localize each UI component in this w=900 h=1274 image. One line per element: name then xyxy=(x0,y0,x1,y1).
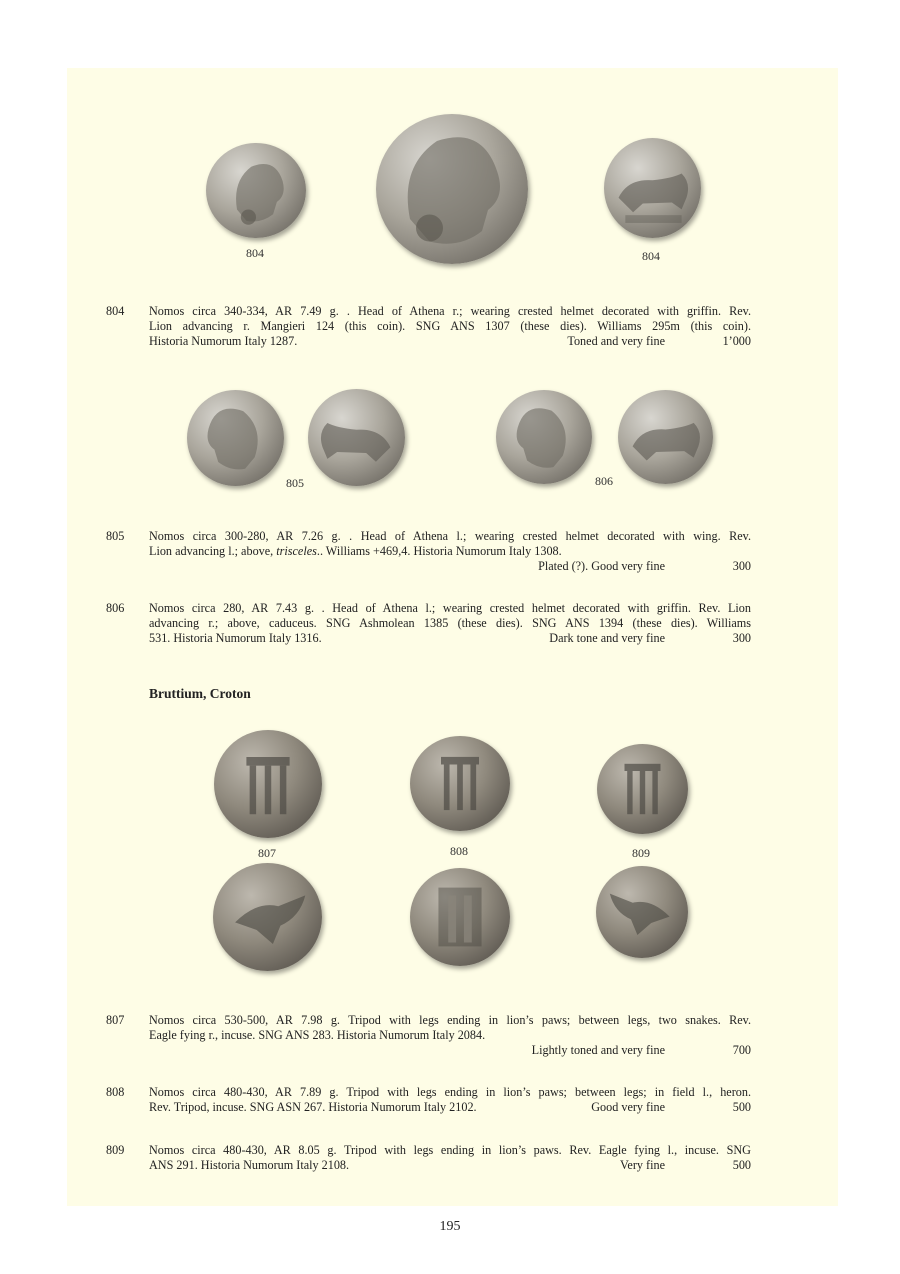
lot-number-806: 806 xyxy=(106,601,125,615)
lot-806-line-3: 531. Historia Numorum Italy 1316. xyxy=(149,631,322,645)
coin-808-reverse xyxy=(410,868,510,966)
coin-806-obverse xyxy=(496,390,592,484)
lot-number-805: 805 xyxy=(106,529,125,543)
lot-806-line-3-row xyxy=(149,631,751,646)
lot-807-price: 700 xyxy=(732,1043,751,1057)
coin-label-804a: 804 xyxy=(246,246,264,260)
lot-number-804: 804 xyxy=(106,304,125,318)
lot-806-price: 300 xyxy=(732,631,751,645)
lot-808-line-2: Rev. Tripod, incuse. SNG ASN 267. Historia Numorum Italy 2102. xyxy=(149,1100,477,1114)
lot-806-line-2: advancing r.; above, caduceus. SNG Ashmolean 1385 (these dies). SNG ANS 1394 (these dies). Williams xyxy=(149,616,751,630)
coin-808-obverse xyxy=(410,736,510,831)
lot-806-line-1: Nomos circa 280, AR 7.43 g. . Head of Athena l.; wearing crested helmet decorated with griffin. Rev. Lion xyxy=(149,601,751,615)
lot-808-price: 500 xyxy=(732,1100,751,1114)
lot-805-line-2c: .. Williams +469,4. Historia Numorum Italy 1308. xyxy=(316,544,562,558)
section-title: Bruttium, Croton xyxy=(149,686,251,701)
lot-805-price: 300 xyxy=(732,559,751,573)
coin-804-obverse-small xyxy=(206,143,306,238)
lot-809-price: 500 xyxy=(732,1158,751,1172)
lot-number-809: 809 xyxy=(106,1143,125,1157)
lot-804-price: 1’000 xyxy=(722,334,751,348)
coin-label-806: 806 xyxy=(595,474,613,488)
lot-804-line-3-row xyxy=(149,334,751,349)
coin-label-809: 809 xyxy=(632,846,650,860)
lot-804-line-1: Nomos circa 340-334, AR 7.49 g. . Head of Athena r.; wearing crested helmet decorated with griffin. Rev. xyxy=(149,304,751,318)
coin-807-reverse xyxy=(213,863,322,971)
coin-label-804b: 804 xyxy=(642,249,660,263)
lot-804-line-2: Lion advancing r. Mangieri 124 (this coin). SNG ANS 1307 (these dies). Williams 295m (this coin). xyxy=(149,319,751,333)
lot-807-grade: Lightly toned and very fine xyxy=(531,1043,665,1057)
lot-805-grade: Plated (?). Good very fine xyxy=(538,559,665,573)
lot-805-line-1: Nomos circa 300-280, AR 7.26 g. . Head of Athena l.; wearing crested helmet decorated with wing. Rev. xyxy=(149,529,751,543)
lot-number-807: 807 xyxy=(106,1013,125,1027)
lot-805-line-2 xyxy=(149,544,751,559)
lot-809-line-2-row xyxy=(149,1158,751,1173)
lot-807-line-1: Nomos circa 530-500, AR 7.98 g. Tripod with legs ending in lion’s paws; between legs, two snakes. Rev. xyxy=(149,1013,751,1027)
lot-description-805 xyxy=(149,529,751,574)
coin-label-808: 808 xyxy=(450,844,468,858)
lot-808-grade: Good very fine xyxy=(591,1100,665,1114)
coin-804-obverse-large xyxy=(376,114,528,264)
lot-805-line-2a: Lion advancing l.; above, xyxy=(149,544,277,558)
coin-809-obverse xyxy=(597,744,688,834)
lot-description-804 xyxy=(149,304,751,349)
lot-804-line-3: Historia Numorum Italy 1287. xyxy=(149,334,298,348)
lot-809-line-2: ANS 291. Historia Numorum Italy 2108. xyxy=(149,1158,350,1172)
lot-805-line-2-italic: trisceles xyxy=(276,544,317,558)
lot-description-808 xyxy=(149,1085,751,1115)
lot-805-grade-row xyxy=(149,559,751,574)
coin-806-reverse xyxy=(618,390,713,484)
coin-label-807: 807 xyxy=(258,846,276,860)
coin-809-reverse xyxy=(596,866,688,958)
coin-804-reverse xyxy=(604,138,701,238)
lot-808-line-1: Nomos circa 480-430, AR 7.89 g. Tripod with legs ending in lion’s paws; between legs; in field l., heron. xyxy=(149,1085,751,1099)
lot-808-line-2-row xyxy=(149,1100,751,1115)
lot-806-grade: Dark tone and very fine xyxy=(549,631,665,645)
coin-805-obverse xyxy=(187,390,284,486)
lot-809-grade: Very fine xyxy=(619,1158,665,1172)
page-number: 195 xyxy=(439,1219,461,1234)
coin-807-obverse xyxy=(214,730,322,838)
coin-805-reverse xyxy=(308,389,405,486)
lot-809-line-1: Nomos circa 480-430, AR 8.05 g. Tripod with legs ending in lion’s paws. Rev. Eagle fying l., incuse. SNG xyxy=(149,1143,751,1157)
lot-description-806 xyxy=(149,601,751,646)
lot-description-807 xyxy=(149,1013,751,1058)
lot-804-grade: Toned and very fine xyxy=(567,334,665,348)
lot-number-808: 808 xyxy=(106,1085,125,1099)
coin-label-805: 805 xyxy=(286,476,304,490)
lot-807-line-2: Eagle fying r., incuse. SNG ANS 283. Historia Numorum Italy 2084. xyxy=(149,1028,486,1042)
lot-description-809 xyxy=(149,1143,751,1173)
lot-807-grade-row xyxy=(149,1043,751,1058)
